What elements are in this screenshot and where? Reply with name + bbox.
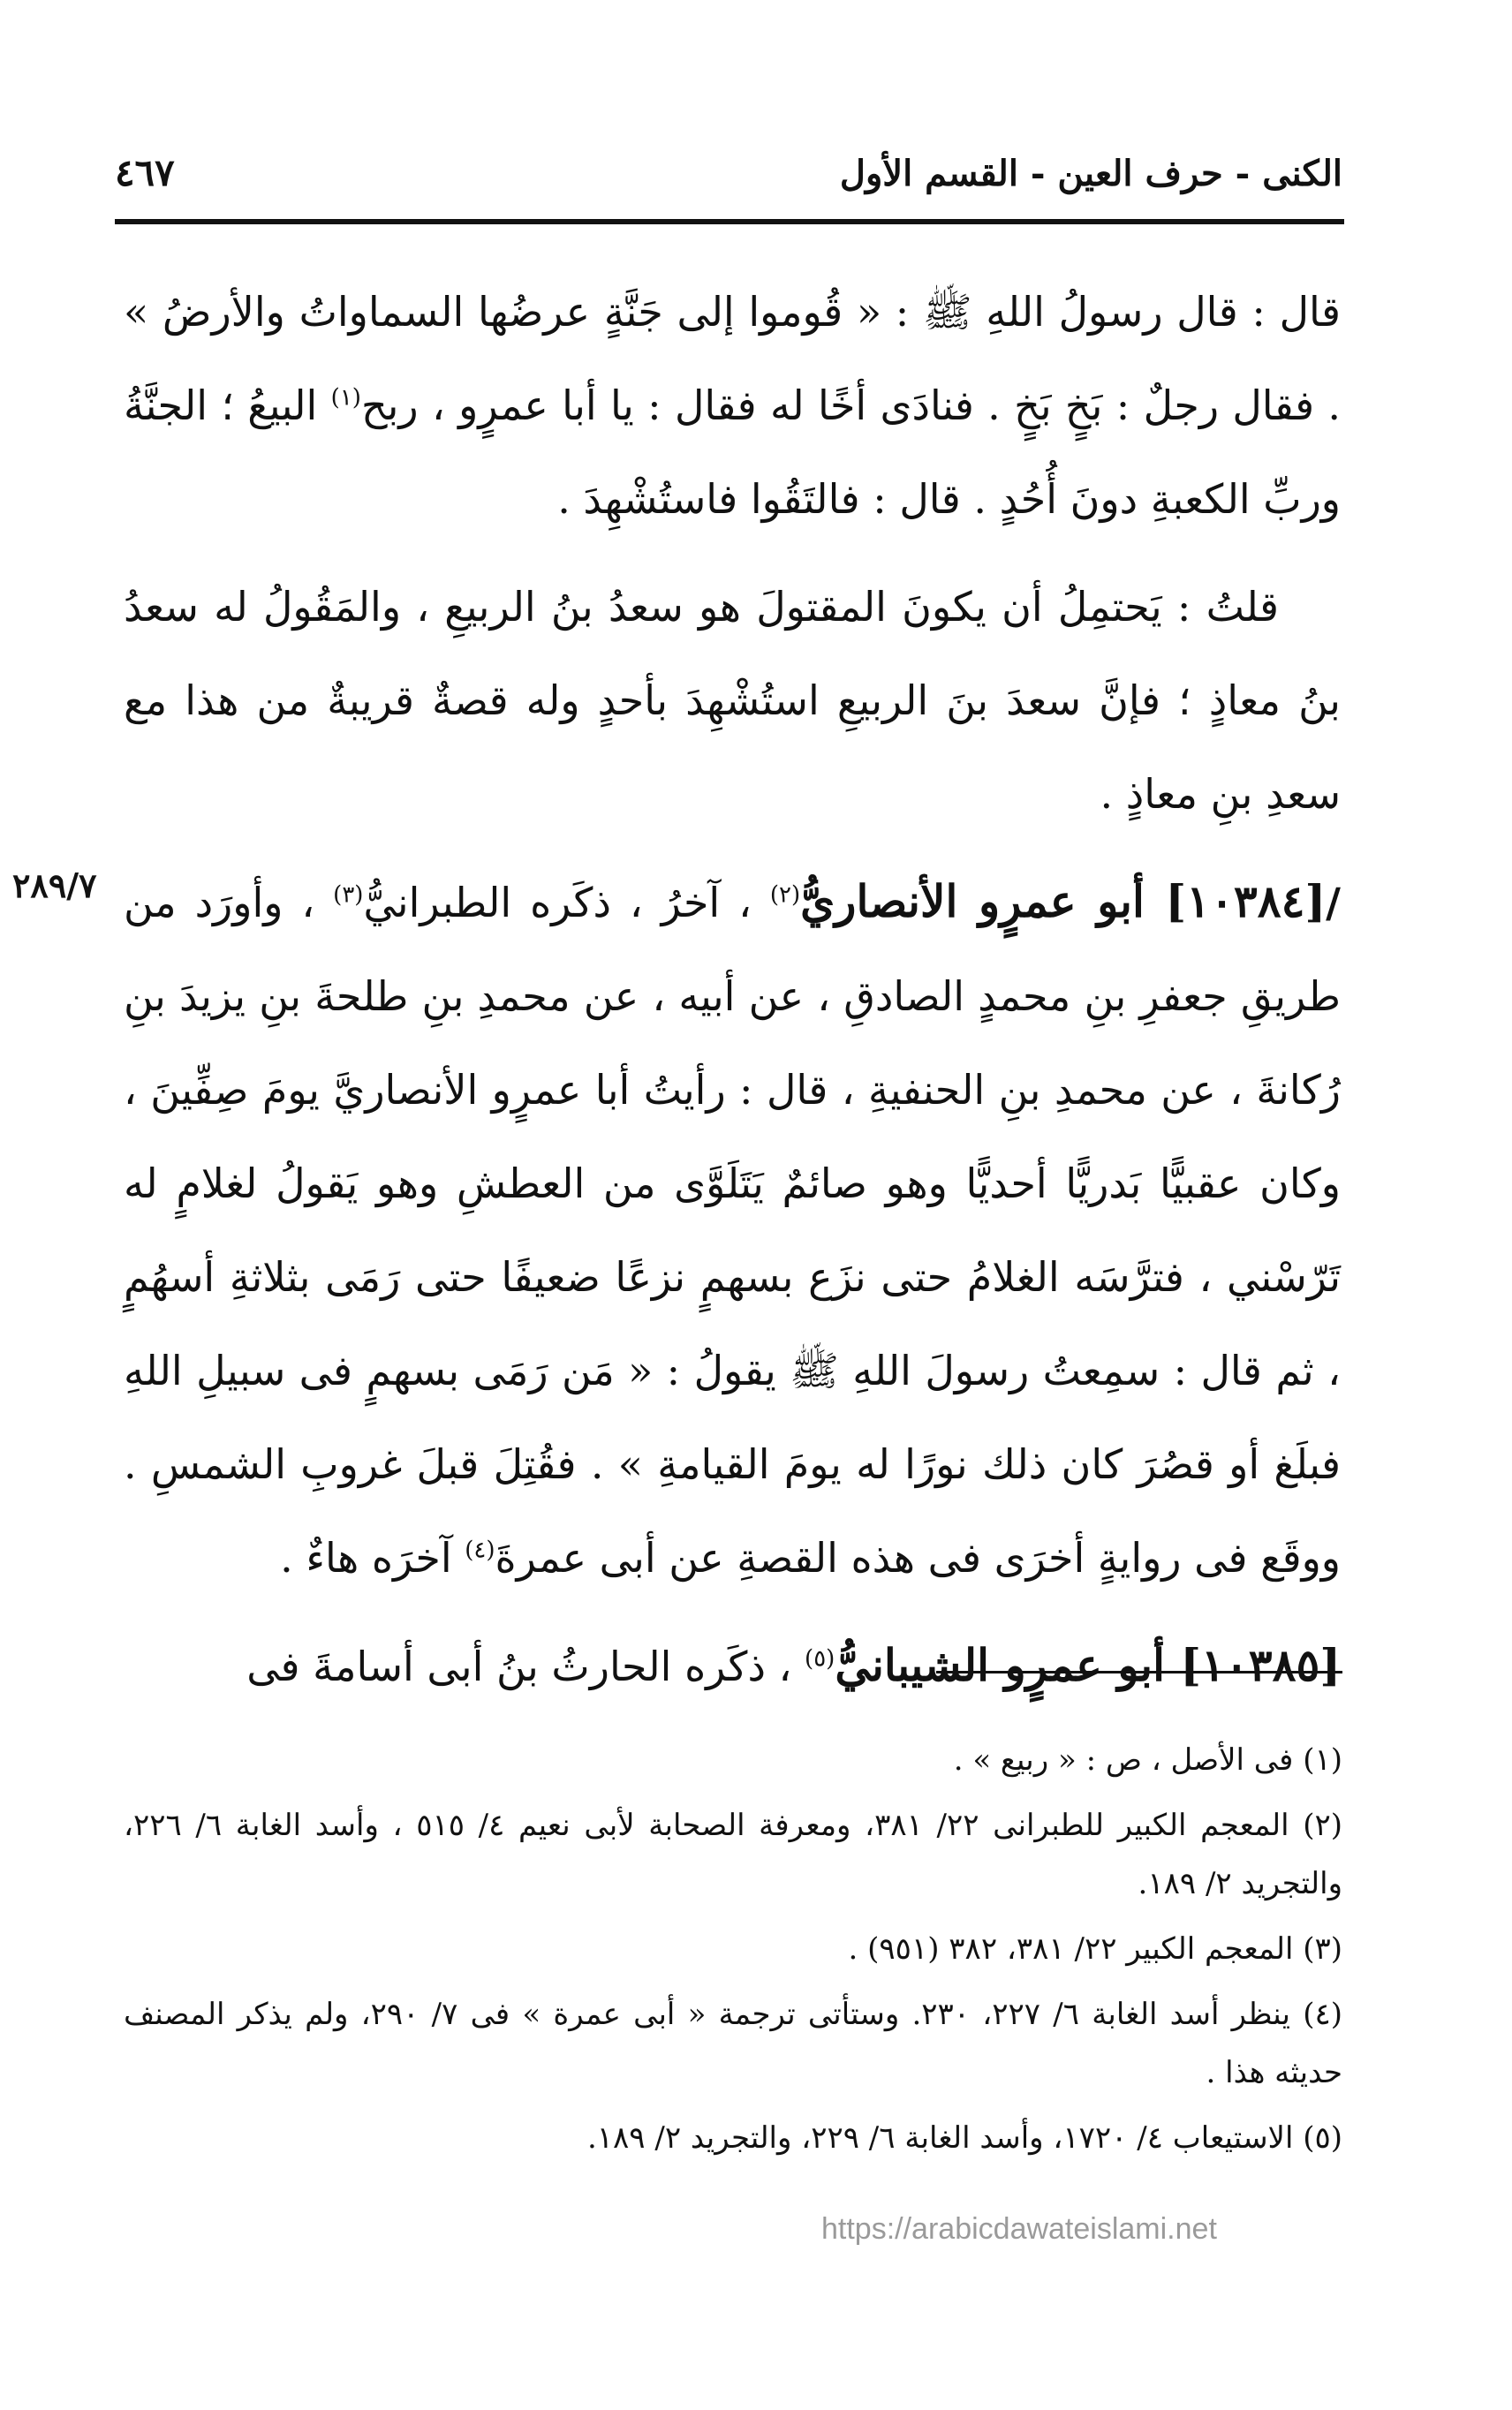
paragraph-1 — [124, 265, 1341, 546]
margin-reference: ٢٨٩/٧ — [12, 865, 97, 905]
entry-10384 — [124, 855, 1341, 1605]
header-rule — [115, 219, 1344, 224]
entry-10385-text: ، ذكَره الحارثُ بنُ أبى أسامةَ فى — [246, 1643, 805, 1690]
entry-10384-text-b: ، وأورَد من طريقِ جعفرِ بنِ محمدٍ الصادقِ ، عن أبيه ، عن محمدِ بنِ طلحةَ بنِ يزيدَ بنِ رُكانةَ ، عن محمدِ بنِ الحنفيةِ ، قال : رأيتُ أبا عمرٍو الأنصاريَّ يومَ صِفِّينَ ، وكان عقبيًّا بَدريًّا أحديًّا وهو صائمٌ يَتَلَوَّى من العطشِ وهو يَقولُ لغلامٍ له تَرّسْني ، فترَّسَه الغلامُ حتى نزَع بسهمٍ نزعًا ضعيفًا حتى رَمَى بثلاثةِ أسهُمٍ ، ثم قال : سمِعتُ رسولَ اللهِ ﷺ يقولُ : « مَن رَمَى بسهمٍ فى سبيلِ اللهِ فبلَغ أو قصُرَ كان ذلك نورًا له يومَ القيامةِ » . فقُتِلَ قبلَ غروبِ الشمسِ . ووقَع فى روايةٍ أخرَى فى هذه القصةِ عن أبى عمرةَ — [124, 879, 1342, 1582]
main-text — [124, 265, 1341, 1727]
paragraph-1-text-a: قال : قال رسولُ اللهِ ﷺ : « قُوموا إلى جَنَّةٍ عرضُها السماواتُ والأرضُ » . فقال رجلٌ : بَخٍ بَخٍ . فنادَى أخًا له فقال : يا أبا عمرٍو ، ربح — [124, 288, 1342, 429]
footnote-ref-2: (٢) — [769, 881, 801, 909]
footnote-1: (١) فى الأصل ، ص : « ربيع » . — [953, 1742, 1342, 1778]
entry-10385 — [124, 1619, 1341, 1713]
paragraph-1-text-b: البيعُ ؛ الجنَّةُ وربِّ الكعبةِ دونَ أُحُدٍ . قال : فالتَقُوا فاستُشْهِدَ . — [124, 382, 1341, 523]
footnote-ref-4: (٤) — [465, 1537, 495, 1564]
entry-10384-text-c: آخرَه هاءٌ . — [280, 1534, 465, 1582]
footnote-ref-3: (٣) — [333, 881, 364, 909]
footnote-ref-1: (١) — [330, 384, 361, 412]
footnote-5: (٥) الاستيعاب ٤/ ١٧٢٠، وأسد الغابة ٦/ ٢٢٩، والتجريد ٢/ ١٨٩. — [586, 2120, 1342, 2156]
running-title: الكنى - حرف العين - القسم الأول — [839, 153, 1342, 194]
watermark-url: https://arabicdawateislami.net — [821, 2212, 1217, 2246]
footnote-rule — [936, 1671, 1342, 1673]
entry-10384-heading: [١٠٣٨٤] أبو عمرٍو الأنصاريُّ — [800, 875, 1327, 927]
margin-marker: / — [1326, 879, 1341, 926]
paragraph-2: قلتُ : يَحتمِلُ أن يكونَ المقتولَ هو سعدُ بنُ الربيعِ ، والمَقُولُ له سعدُ بنُ معاذٍ ؛ فإنَّ سعدَ بنَ الربيعِ استُشْهِدَ بأحدٍ وله قصةٌ قريبةٌ من هذا مع سعدِ بنِ معاذٍ . — [124, 583, 1341, 818]
entry-10384-text-a: ، آخرُ ، ذكَره الطبرانيُّ — [363, 879, 770, 926]
footnote-ref-5: (٥) — [805, 1645, 835, 1673]
footnote-3: (٣) المعجم الكبير ٢٢/ ٣٨١، ٣٨٢ (٩٥١) . — [848, 1931, 1342, 1967]
footnote-2: (٢) المعجم الكبير للطبرانى ٢٢/ ٣٨١، ومعرفة الصحابة لأبى نعيم ٤/ ٥١٥ ، وأسد الغابة ٦/ ٢٢٦، والتجريد ٢/ ١٨٩. — [124, 1808, 1342, 1901]
page-header — [115, 124, 1342, 194]
footnotes — [124, 1731, 1342, 2174]
page-number: ٤٦٧ — [115, 151, 175, 194]
entry-10385-heading: [١٠٣٨٥] أبو عمرٍو الشيبانيُّ — [835, 1639, 1341, 1691]
footnote-4: (٤) ينظر أسد الغابة ٦/ ٢٢٧، ٢٣٠. وستأتى ترجمة « أبى عمرة » فى ٧/ ٢٩٠، ولم يذكر المصنف حديثه هذا . — [124, 1997, 1343, 2090]
